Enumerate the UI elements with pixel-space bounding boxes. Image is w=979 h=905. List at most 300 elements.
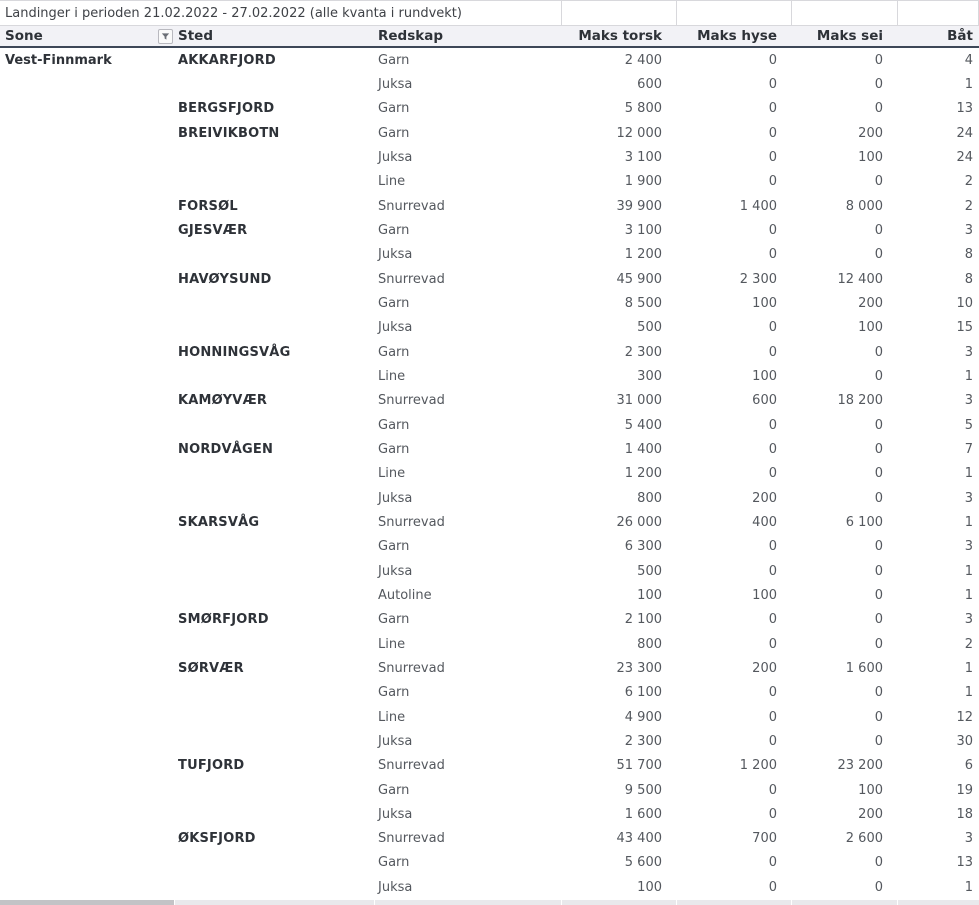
cell-bat: 5 xyxy=(964,417,973,433)
col-header-redskap[interactable]: Redskap xyxy=(378,28,444,44)
table-header-row xyxy=(0,26,979,48)
cell-sei: 6 100 xyxy=(845,514,883,530)
cell-bat: 3 xyxy=(964,393,973,409)
cell-sted xyxy=(175,170,375,194)
cell-bat: 1 xyxy=(964,514,973,530)
cell-sted: TUFJORD xyxy=(178,758,245,774)
cell-sone xyxy=(0,632,175,656)
cell-bat: 24 xyxy=(956,125,973,141)
cell-sei: 0 xyxy=(874,368,883,384)
title-empty-cell xyxy=(562,1,677,26)
cell-sei: 0 xyxy=(874,222,883,238)
cell-bat: 3 xyxy=(964,539,973,555)
table-row xyxy=(0,340,979,364)
cell-bat: 13 xyxy=(956,101,973,117)
cell-redskap: Garn xyxy=(378,222,410,238)
partial-cell xyxy=(562,900,676,905)
cell-torsk: 43 400 xyxy=(616,831,662,847)
cell-sted: AKKARFJORD xyxy=(178,52,276,68)
cell-sei: 0 xyxy=(874,855,883,871)
cell-torsk: 12 000 xyxy=(616,125,662,141)
col-header-maks-sei[interactable]: Maks sei xyxy=(816,28,883,44)
table-row xyxy=(0,510,979,534)
cell-bat: 15 xyxy=(956,320,973,336)
cell-redskap: Line xyxy=(378,466,406,482)
cell-bat: 1 xyxy=(964,660,973,676)
cell-hyse: 200 xyxy=(752,660,777,676)
cell-torsk: 500 xyxy=(637,563,662,579)
table-row xyxy=(0,72,979,96)
cell-sei: 100 xyxy=(858,320,883,336)
cell-sted xyxy=(175,462,375,486)
cell-torsk: 2 400 xyxy=(624,52,662,68)
cell-sone xyxy=(0,389,175,413)
cell-bat: 3 xyxy=(964,831,973,847)
table-row xyxy=(0,364,979,388)
cell-hyse: 0 xyxy=(768,320,777,336)
cell-torsk: 600 xyxy=(637,76,662,92)
partial-cell xyxy=(175,900,374,905)
cell-hyse: 0 xyxy=(768,563,777,579)
cell-hyse: 0 xyxy=(768,174,777,190)
cell-sone xyxy=(0,729,175,753)
cell-sone xyxy=(0,97,175,121)
cell-sone xyxy=(0,243,175,267)
cell-torsk: 1 200 xyxy=(624,247,662,263)
cell-redskap: Snurrevad xyxy=(378,831,445,847)
cell-hyse: 0 xyxy=(768,879,777,895)
cell-torsk: 100 xyxy=(637,587,662,603)
cell-hyse: 1 400 xyxy=(739,198,777,214)
cell-bat: 7 xyxy=(964,441,973,457)
cell-torsk: 1 600 xyxy=(624,806,662,822)
cell-redskap: Garn xyxy=(378,539,410,555)
cell-redskap: Garn xyxy=(378,295,410,311)
cell-sei: 200 xyxy=(858,295,883,311)
table-row xyxy=(0,437,979,461)
cell-sone xyxy=(0,608,175,632)
table-row xyxy=(0,121,979,145)
cell-sone xyxy=(0,121,175,145)
cell-redskap: Garn xyxy=(378,782,410,798)
cell-sei: 0 xyxy=(874,879,883,895)
cell-sone xyxy=(0,802,175,826)
cell-redskap: Garn xyxy=(378,612,410,628)
table-row xyxy=(0,145,979,169)
cell-hyse: 0 xyxy=(768,612,777,628)
cell-torsk: 6 100 xyxy=(624,685,662,701)
cell-sted: SMØRFJORD xyxy=(178,612,269,628)
cell-torsk: 23 300 xyxy=(616,660,662,676)
table-row xyxy=(0,243,979,267)
table-row xyxy=(0,97,979,121)
cell-hyse: 1 200 xyxy=(739,758,777,774)
cell-torsk: 5 600 xyxy=(624,855,662,871)
cell-sei: 0 xyxy=(874,174,883,190)
cell-torsk: 9 500 xyxy=(624,782,662,798)
cell-sone xyxy=(0,218,175,242)
cell-sone xyxy=(0,267,175,291)
cell-bat: 2 xyxy=(964,636,973,652)
cell-redskap: Garn xyxy=(378,855,410,871)
cell-sei: 0 xyxy=(874,101,883,117)
cell-torsk: 300 xyxy=(637,368,662,384)
cell-bat: 1 xyxy=(964,466,973,482)
cell-sei: 0 xyxy=(874,733,883,749)
cell-sone xyxy=(0,72,175,96)
cell-sted: SKARSVÅG xyxy=(178,514,260,530)
cell-sted xyxy=(175,851,375,875)
cell-hyse: 0 xyxy=(768,125,777,141)
cell-sei: 0 xyxy=(874,441,883,457)
cell-hyse: 0 xyxy=(768,441,777,457)
cell-redskap: Juksa xyxy=(378,247,413,263)
cell-torsk: 800 xyxy=(637,490,662,506)
cell-sted: BERGSFJORD xyxy=(178,101,275,117)
cell-torsk: 2 100 xyxy=(624,612,662,628)
cell-redskap: Autoline xyxy=(378,587,432,603)
table-row xyxy=(0,389,979,413)
cell-torsk: 2 300 xyxy=(624,733,662,749)
cell-sted: HONNINGSVÅG xyxy=(178,344,291,360)
cell-sone xyxy=(0,413,175,437)
cell-sone xyxy=(0,778,175,802)
cell-redskap: Garn xyxy=(378,417,410,433)
cell-torsk: 2 300 xyxy=(624,344,662,360)
cell-redskap: Line xyxy=(378,636,406,652)
cell-hyse: 0 xyxy=(768,344,777,360)
table-row xyxy=(0,170,979,194)
cell-sone xyxy=(0,145,175,169)
cell-sei: 100 xyxy=(858,782,883,798)
cell-sted xyxy=(175,413,375,437)
cell-bat: 4 xyxy=(964,52,973,68)
cell-redskap: Garn xyxy=(378,344,410,360)
cell-sone xyxy=(0,462,175,486)
cell-sted: FORSØL xyxy=(178,198,238,214)
cell-sted xyxy=(175,243,375,267)
cell-sted xyxy=(175,875,375,899)
title-empty-cell xyxy=(677,1,792,26)
cell-redskap: Juksa xyxy=(378,879,413,895)
partial-cell xyxy=(792,900,897,905)
cell-redskap: Snurrevad xyxy=(378,271,445,287)
cell-redskap: Juksa xyxy=(378,76,413,92)
cell-sone xyxy=(0,194,175,218)
partial-cell xyxy=(898,900,979,905)
cell-torsk: 1 400 xyxy=(624,441,662,457)
cell-sone xyxy=(0,510,175,534)
cell-sone xyxy=(0,437,175,461)
cell-redskap: Juksa xyxy=(378,320,413,336)
table-row xyxy=(0,851,979,875)
cell-torsk: 800 xyxy=(637,636,662,652)
cell-sted xyxy=(175,559,375,583)
cell-hyse: 0 xyxy=(768,101,777,117)
cell-torsk: 100 xyxy=(637,879,662,895)
cell-hyse: 0 xyxy=(768,149,777,165)
cell-sone xyxy=(0,656,175,680)
col-header-sted[interactable]: Sted xyxy=(178,28,213,44)
table-row xyxy=(0,267,979,291)
cell-hyse: 200 xyxy=(752,490,777,506)
table-row xyxy=(0,827,979,851)
cell-sei: 8 000 xyxy=(845,198,883,214)
cell-sei: 200 xyxy=(858,125,883,141)
cell-sei: 23 200 xyxy=(837,758,883,774)
table-row xyxy=(0,535,979,559)
cell-sei: 18 200 xyxy=(837,393,883,409)
cell-sted xyxy=(175,316,375,340)
cell-redskap: Line xyxy=(378,368,406,384)
cell-hyse: 0 xyxy=(768,806,777,822)
cell-hyse: 100 xyxy=(752,368,777,384)
cell-sone xyxy=(0,340,175,364)
cell-torsk: 39 900 xyxy=(616,198,662,214)
cell-sted xyxy=(175,486,375,510)
cell-sted xyxy=(175,681,375,705)
partial-cell xyxy=(677,900,791,905)
cell-bat: 19 xyxy=(956,782,973,798)
table-row xyxy=(0,194,979,218)
cell-bat: 1 xyxy=(964,76,973,92)
cell-sted xyxy=(175,364,375,388)
cell-redskap: Garn xyxy=(378,101,410,117)
table-body xyxy=(0,48,979,899)
cell-bat: 1 xyxy=(964,587,973,603)
cell-sei: 0 xyxy=(874,709,883,725)
table-row xyxy=(0,778,979,802)
table-row xyxy=(0,48,979,72)
cell-sone xyxy=(0,875,175,899)
partial-cell xyxy=(375,900,561,905)
cell-bat: 3 xyxy=(964,222,973,238)
cell-sted xyxy=(175,729,375,753)
cell-sei: 100 xyxy=(858,149,883,165)
cell-hyse: 0 xyxy=(768,685,777,701)
cell-sone xyxy=(0,583,175,607)
cell-bat: 1 xyxy=(964,563,973,579)
table-row xyxy=(0,413,979,437)
cell-redskap: Snurrevad xyxy=(378,393,445,409)
filter-funnel-icon[interactable] xyxy=(158,29,173,44)
cell-sted: BREIVIKBOTN xyxy=(178,125,280,141)
cell-sei: 0 xyxy=(874,52,883,68)
cell-redskap: Garn xyxy=(378,125,410,141)
cell-hyse: 600 xyxy=(752,393,777,409)
cell-hyse: 0 xyxy=(768,466,777,482)
cell-bat: 18 xyxy=(956,806,973,822)
cell-torsk: 5 400 xyxy=(624,417,662,433)
cell-sone xyxy=(0,681,175,705)
cell-sted xyxy=(175,632,375,656)
cell-bat: 3 xyxy=(964,612,973,628)
cell-sei: 12 400 xyxy=(837,271,883,287)
report-title-row xyxy=(0,0,979,26)
cell-sted xyxy=(175,705,375,729)
cell-sone: Vest-Finnmark xyxy=(5,52,112,68)
partial-cell xyxy=(0,900,174,905)
cell-hyse: 0 xyxy=(768,855,777,871)
cell-bat: 10 xyxy=(956,295,973,311)
cell-sei: 0 xyxy=(874,563,883,579)
cell-hyse: 0 xyxy=(768,733,777,749)
cell-hyse: 0 xyxy=(768,539,777,555)
cell-sei: 200 xyxy=(858,806,883,822)
cell-sei: 0 xyxy=(874,344,883,360)
cell-sted: HAVØYSUND xyxy=(178,271,272,287)
table-row xyxy=(0,681,979,705)
cell-sei: 0 xyxy=(874,490,883,506)
cell-torsk: 5 800 xyxy=(624,101,662,117)
table-row xyxy=(0,754,979,778)
col-header-maks-torsk[interactable]: Maks torsk xyxy=(578,28,662,44)
cell-bat: 2 xyxy=(964,198,973,214)
cell-sei: 2 600 xyxy=(845,831,883,847)
title-empty-cell xyxy=(792,1,898,26)
cell-sone xyxy=(0,559,175,583)
table-row xyxy=(0,608,979,632)
cell-torsk: 6 300 xyxy=(624,539,662,555)
cell-sei: 0 xyxy=(874,636,883,652)
cell-bat: 1 xyxy=(964,685,973,701)
cell-redskap: Snurrevad xyxy=(378,660,445,676)
cell-bat: 30 xyxy=(956,733,973,749)
cell-sone xyxy=(0,291,175,315)
table-row xyxy=(0,583,979,607)
table-row xyxy=(0,316,979,340)
partial-next-row xyxy=(0,900,979,905)
cell-sted: GJESVÆR xyxy=(178,222,248,238)
cell-sone xyxy=(0,851,175,875)
cell-redskap: Garn xyxy=(378,685,410,701)
cell-redskap: Garn xyxy=(378,441,410,457)
cell-sone xyxy=(0,486,175,510)
cell-redskap: Juksa xyxy=(378,490,413,506)
cell-sei: 0 xyxy=(874,612,883,628)
cell-sone xyxy=(0,705,175,729)
cell-sei: 0 xyxy=(874,76,883,92)
cell-bat: 8 xyxy=(964,247,973,263)
cell-sei: 0 xyxy=(874,539,883,555)
cell-bat: 12 xyxy=(956,709,973,725)
cell-sted: SØRVÆR xyxy=(178,660,244,676)
table-row xyxy=(0,291,979,315)
cell-bat: 1 xyxy=(964,879,973,895)
cell-bat: 3 xyxy=(964,490,973,506)
cell-sted xyxy=(175,778,375,802)
cell-bat: 1 xyxy=(964,368,973,384)
report-title: Landinger i perioden 21.02.2022 - 27.02.2022 (alle kvanta i rundvekt) xyxy=(0,1,562,26)
table-row xyxy=(0,632,979,656)
cell-hyse: 0 xyxy=(768,709,777,725)
cell-torsk: 1 900 xyxy=(624,174,662,190)
cell-hyse: 0 xyxy=(768,222,777,238)
cell-redskap: Juksa xyxy=(378,806,413,822)
cell-sei: 0 xyxy=(874,466,883,482)
cell-bat: 6 xyxy=(964,758,973,774)
col-header-sone[interactable] xyxy=(0,26,175,46)
cell-torsk: 31 000 xyxy=(616,393,662,409)
cell-bat: 8 xyxy=(964,271,973,287)
table-row xyxy=(0,486,979,510)
cell-redskap: Juksa xyxy=(378,563,413,579)
cell-sted xyxy=(175,145,375,169)
cell-torsk: 500 xyxy=(637,320,662,336)
cell-sted xyxy=(175,72,375,96)
cell-hyse: 0 xyxy=(768,76,777,92)
cell-sted: KAMØYVÆR xyxy=(178,393,268,409)
cell-torsk: 3 100 xyxy=(624,222,662,238)
table-row xyxy=(0,705,979,729)
cell-hyse: 400 xyxy=(752,514,777,530)
table-row xyxy=(0,729,979,753)
table-row xyxy=(0,802,979,826)
cell-torsk: 26 000 xyxy=(616,514,662,530)
cell-hyse: 0 xyxy=(768,636,777,652)
title-empty-cell xyxy=(898,1,979,26)
cell-sone xyxy=(0,316,175,340)
cell-torsk: 3 100 xyxy=(624,149,662,165)
table-row xyxy=(0,218,979,242)
cell-bat: 2 xyxy=(964,174,973,190)
cell-redskap: Snurrevad xyxy=(378,758,445,774)
cell-hyse: 100 xyxy=(752,587,777,603)
cell-sei: 1 600 xyxy=(845,660,883,676)
cell-hyse: 700 xyxy=(752,831,777,847)
cell-sted xyxy=(175,291,375,315)
table-row xyxy=(0,656,979,680)
cell-bat: 24 xyxy=(956,149,973,165)
cell-hyse: 2 300 xyxy=(739,271,777,287)
cell-sone xyxy=(0,364,175,388)
cell-sted xyxy=(175,583,375,607)
table-row xyxy=(0,462,979,486)
cell-sei: 0 xyxy=(874,685,883,701)
cell-sone xyxy=(0,827,175,851)
cell-redskap: Juksa xyxy=(378,149,413,165)
cell-sone xyxy=(0,535,175,559)
table-row xyxy=(0,875,979,899)
cell-torsk: 51 700 xyxy=(616,758,662,774)
cell-sone xyxy=(0,170,175,194)
cell-hyse: 0 xyxy=(768,247,777,263)
cell-redskap: Snurrevad xyxy=(378,514,445,530)
cell-hyse: 0 xyxy=(768,417,777,433)
cell-hyse: 100 xyxy=(752,295,777,311)
table-row xyxy=(0,559,979,583)
cell-torsk: 45 900 xyxy=(616,271,662,287)
col-header-bat[interactable]: Båt xyxy=(947,28,973,44)
cell-sted: NORDVÅGEN xyxy=(178,441,274,457)
cell-hyse: 0 xyxy=(768,52,777,68)
cell-redskap: Snurrevad xyxy=(378,198,445,214)
cell-redskap: Line xyxy=(378,709,406,725)
cell-sei: 0 xyxy=(874,587,883,603)
cell-sei: 0 xyxy=(874,417,883,433)
col-header-sone-label: Sone xyxy=(5,28,43,44)
cell-redskap: Juksa xyxy=(378,733,413,749)
cell-hyse: 0 xyxy=(768,782,777,798)
cell-sted xyxy=(175,535,375,559)
col-header-maks-hyse[interactable]: Maks hyse xyxy=(697,28,777,44)
cell-redskap: Garn xyxy=(378,52,410,68)
cell-sted: ØKSFJORD xyxy=(178,831,256,847)
cell-torsk: 1 200 xyxy=(624,466,662,482)
cell-bat: 13 xyxy=(956,855,973,871)
cell-sone xyxy=(0,754,175,778)
cell-sei: 0 xyxy=(874,247,883,263)
